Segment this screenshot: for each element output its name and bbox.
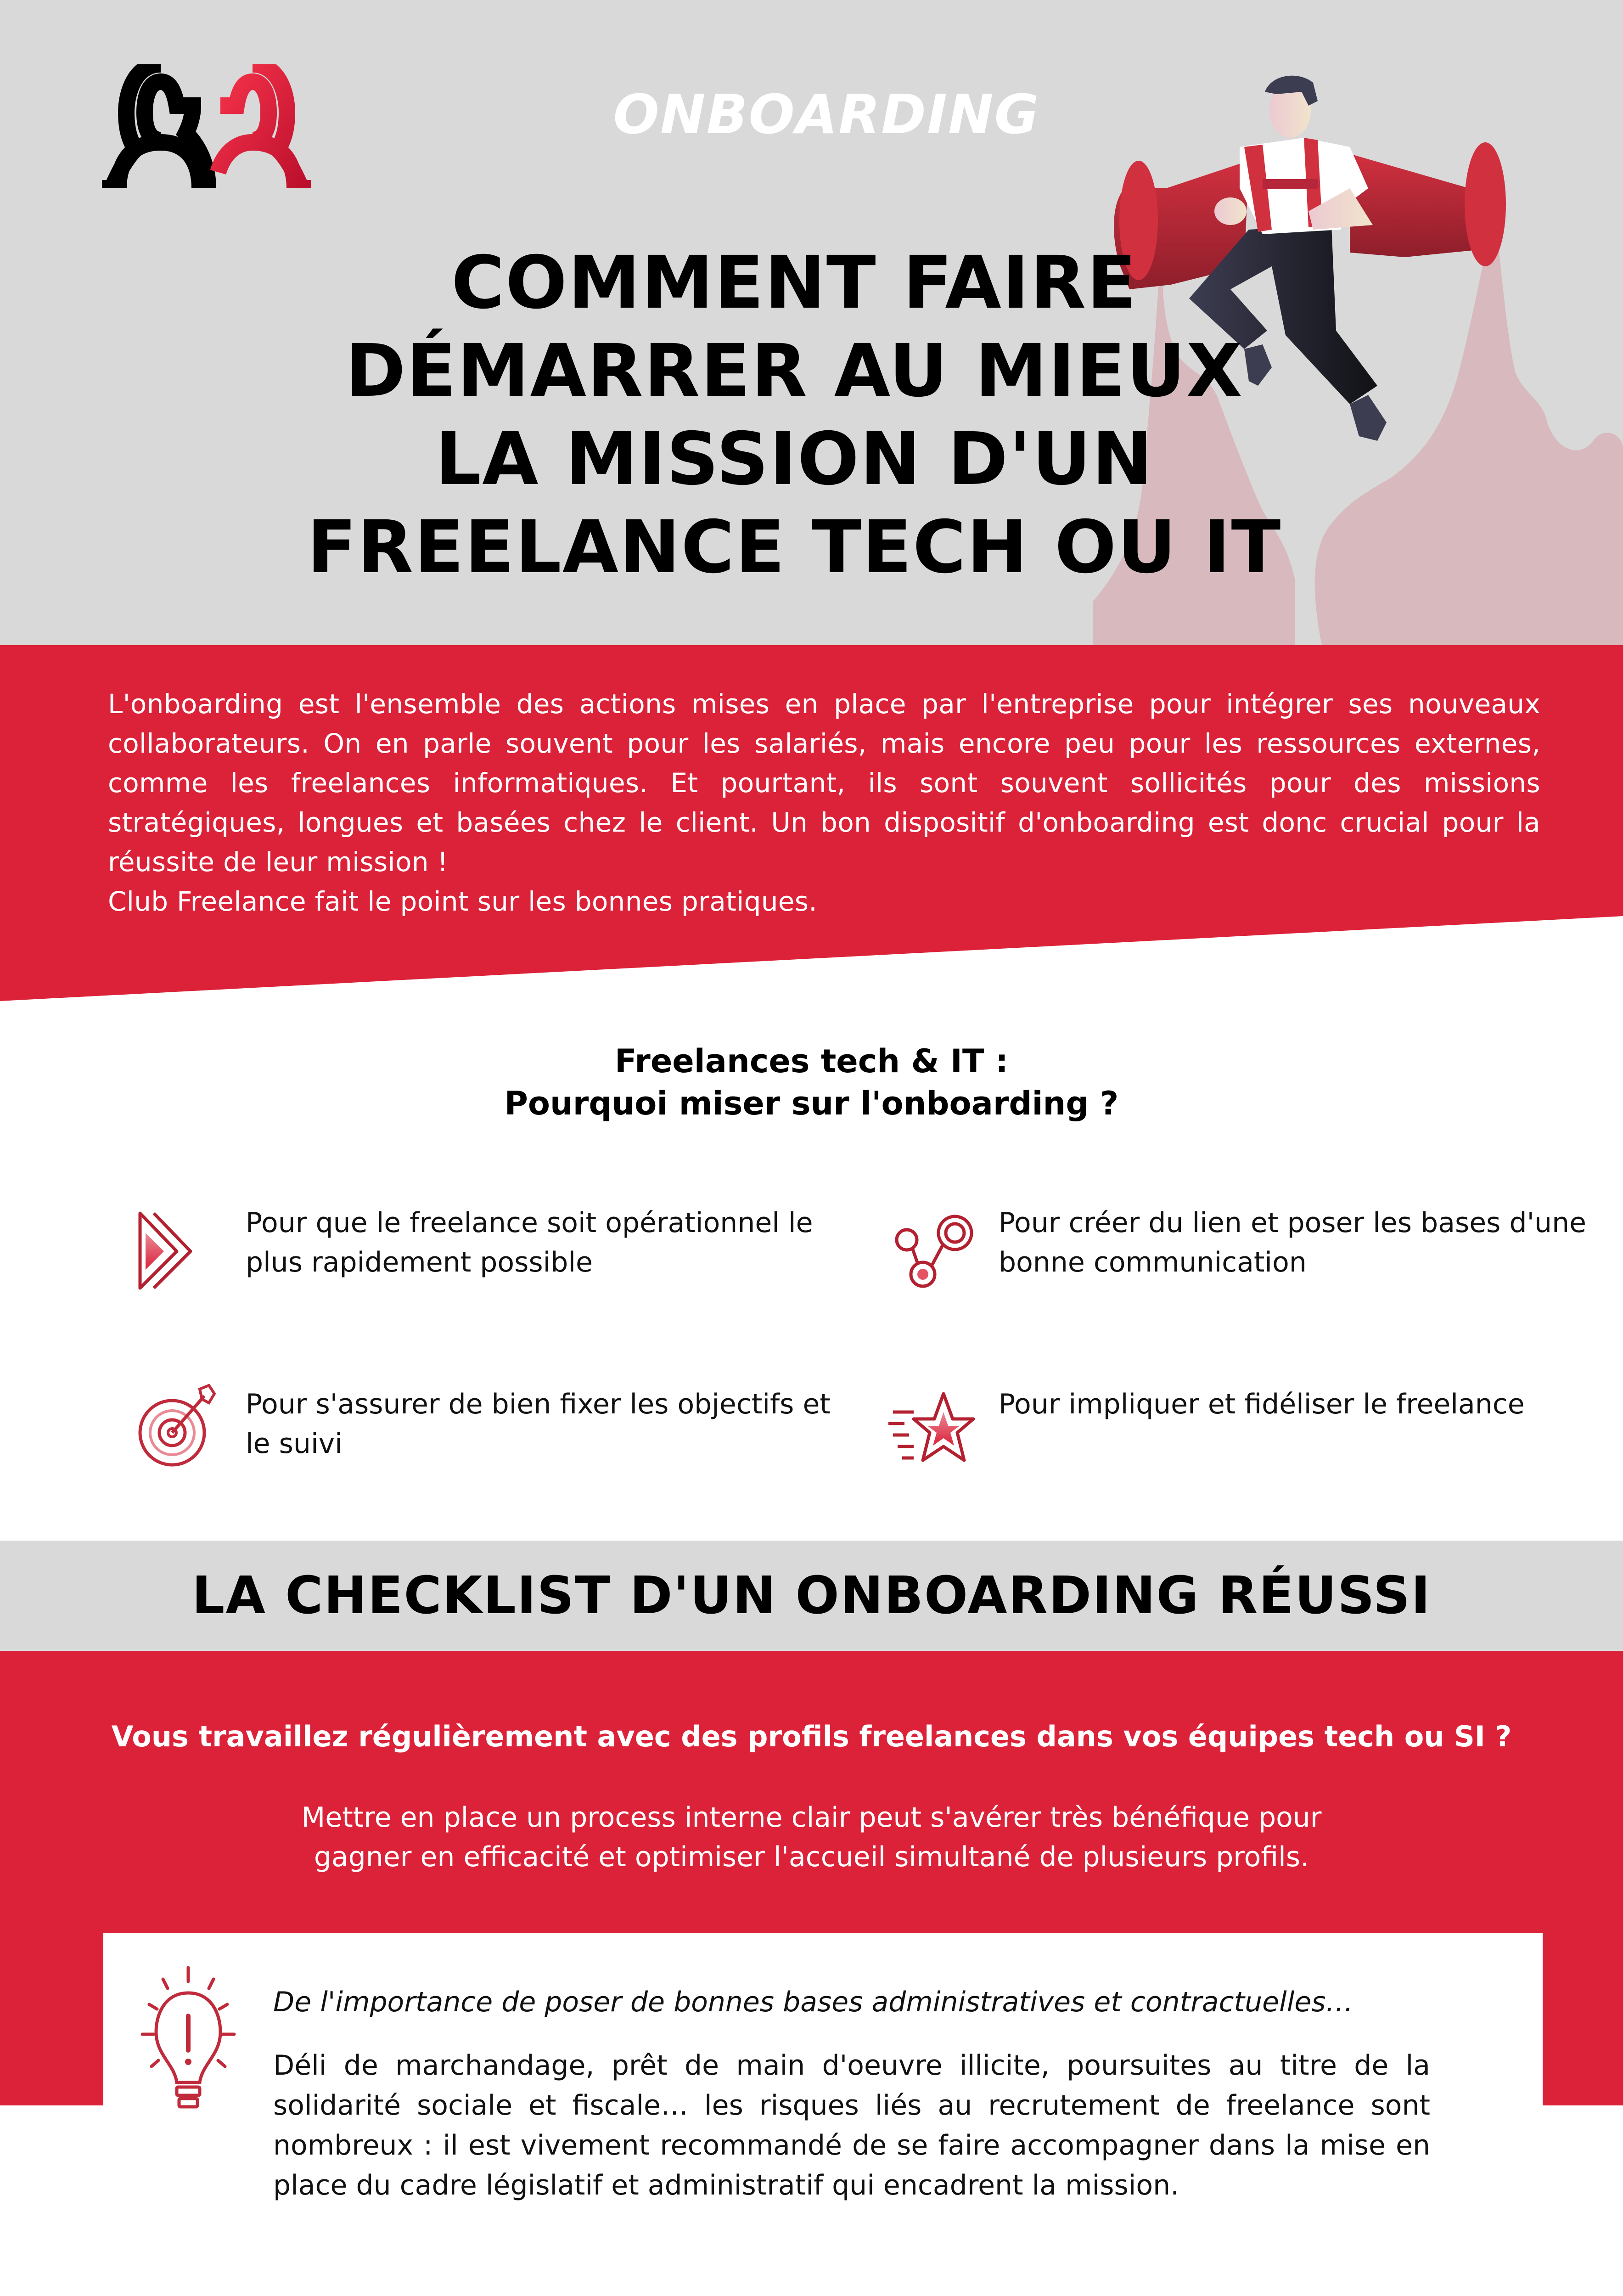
description-line: Mettre en place un process interne clair peut s'avérer très bénéfique pour	[301, 1801, 1322, 1834]
description-line: gagner en efficacité et optimiser l'accueil simultané de plusieurs profils.	[314, 1841, 1309, 1873]
why-heading-line: Freelances tech & IT :	[614, 1042, 1009, 1080]
why-heading-line: Pourquoi miser sur l'onboarding ?	[504, 1085, 1119, 1122]
feature-item	[888, 1203, 1587, 1304]
checklist-title: LA CHECKLIST D'UN ONBOARDING RÉUSSI	[192, 1566, 1431, 1626]
feature-text: Pour créer du lien et poser les bases d'une bonne communication	[999, 1207, 1587, 1278]
lightbulb-exclamation-icon	[138, 1963, 239, 2124]
star-speed-icon	[888, 1387, 976, 1474]
page-title	[230, 239, 1359, 591]
checklist-question: Vous travaillez régulièrement avec des profils freelances dans vos équipes tech ou SI ?	[111, 1720, 1512, 1753]
feature-text: Pour que le freelance soit opérationnel le plus rapidement possible	[246, 1207, 813, 1278]
network-nodes-icon	[888, 1208, 976, 1295]
feature-item	[888, 1384, 1577, 1486]
intro-text	[108, 684, 1540, 921]
section-kicker: ONBOARDING	[613, 83, 1040, 146]
checklist-band	[0, 1541, 1623, 1651]
intro-paragraph: L'onboarding est l'ensemble des actions mises en place par l'entreprise pour intégrer ses nouveaux collaborateurs. On en parle souvent pour les salariés, mais encore peu pour les ressources externes, comme les freelances informatiques. Et pourtant, ils sont souvent sollicités pour des missions stratégiques, longues et basées chez le client. Un bon dispositif d'onboarding est donc crucial pour la réussite de leur mission !	[108, 688, 1540, 878]
checklist-description	[230, 1798, 1393, 1877]
target-arrow-icon	[135, 1380, 223, 1467]
feature-item	[135, 1203, 824, 1304]
card-subtitle: De l'importance de poser de bonnes bases administratives et contractuelles…	[273, 1986, 1353, 2018]
intro-closing: Club Freelance fait le point sur les bonnes pratiques.	[108, 886, 818, 917]
hero-header	[0, 0, 1623, 647]
why-heading	[321, 1040, 1302, 1125]
title-line: LA MISSION D'UN	[435, 417, 1154, 501]
feature-text: Pour impliquer et fidéliser le freelance	[999, 1388, 1525, 1420]
club-freelance-logo	[101, 64, 312, 188]
feature-text: Pour s'assurer de bien fixer les objectifs et le suivi	[246, 1388, 831, 1460]
fast-forward-icon	[135, 1208, 223, 1295]
card-body: Déli de marchandage, prêt de main d'oeuvre illicite, poursuites au titre de la solidarité sociale et fiscale… les risques liés au recrutement de freelance sont nombreux : il est vivement recommandé de se faire accompagner dans la mise en place du cadre législatif et administratif qui encadrent la mission.	[273, 2049, 1430, 2201]
title-line: DÉMARRER AU MIEUX	[345, 329, 1243, 413]
feature-item	[135, 1384, 831, 1486]
title-line: COMMENT FAIRE	[451, 241, 1138, 325]
title-line: FREELANCE TECH OU IT	[307, 505, 1282, 590]
